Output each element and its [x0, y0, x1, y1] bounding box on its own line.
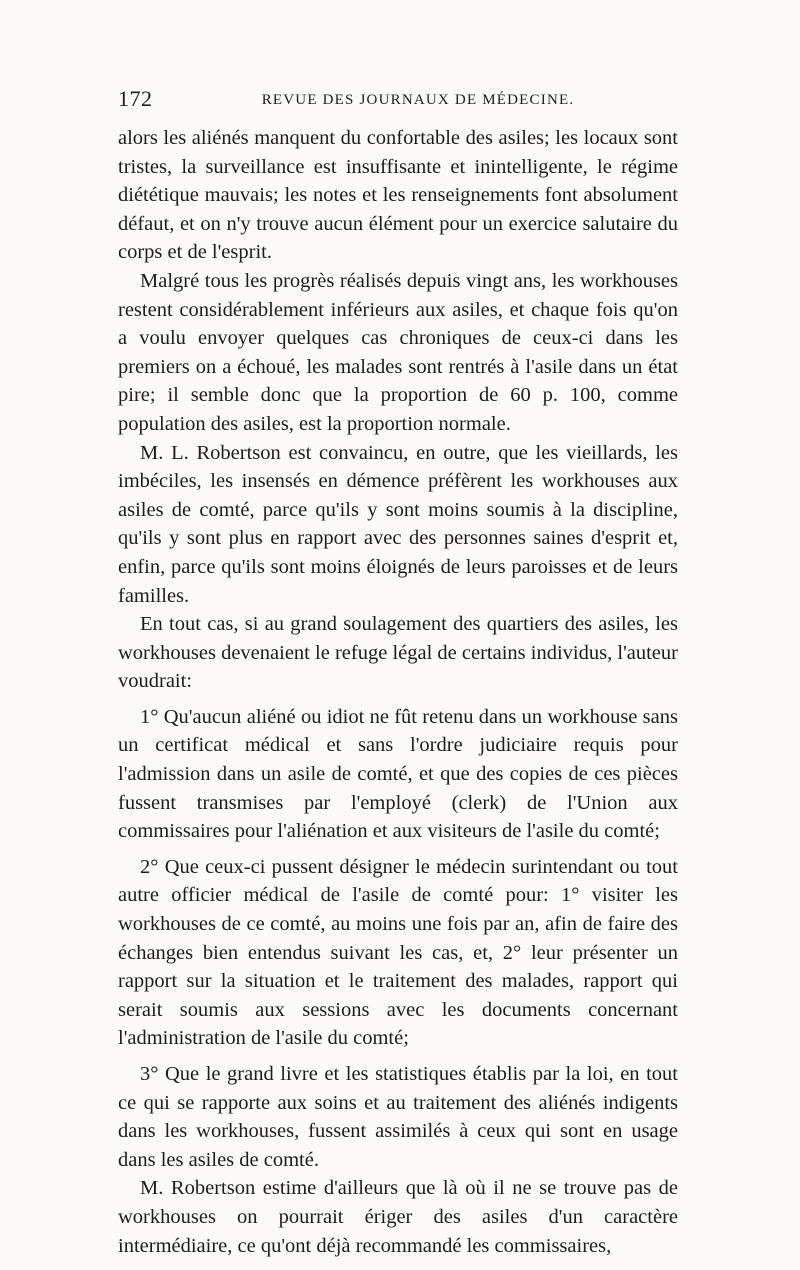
list-item-3: 3° Que le grand livre et les statistiques établis par la loi, en tout ce qui se rapporte aux soins et au traitement des aliénés indigents dans les workhouses, fussent assimilés à ceux qui sont en usage dans les asiles de comté. — [118, 1063, 678, 1171]
paragraph-robertson-convaincu: M. L. Robertson est convaincu, en outre, que les vieillards, les imbéciles, les insensés en démence préfèrent les workhouses aux asiles de comté, parce qu'ils y sont moins soumis à la discipline, qu'ils y sont plus en rapport avec des personnes saines d'esprit et, enfin, parce qu'ils sont moins éloignés de leurs paroisses et de leurs familles. — [118, 441, 678, 607]
paragraph-en-tout-cas: En tout cas, si au grand soulagement des quartiers des asiles, les workhouses devenaient le refuge légal de certains individus, l'auteur voudrait: — [118, 613, 678, 693]
page-number: 172 — [118, 86, 153, 111]
running-title: REVUE DES JOURNAUX DE MÉDECINE. — [261, 92, 575, 108]
paragraph-robertson-estime: M. Robertson estime d'ailleurs que là où il ne se trouve pas de workhouses on pourrait ériger des asiles d'un caractère intermédiaire, ce qu'ont déjà recommandé les commissaires, — [118, 1177, 678, 1257]
paragraph-malgre: Malgré tous les progrès réalisés depuis vingt ans, les workhouses restent considérablement inférieurs aux asiles, et chaque fois qu'on a voulu envoyer quelques cas chroniques de ceux-ci dans les premiers on a échoué, les malades sont rentrés à l'asile dans un état pire; il semble donc que la proportion de 60 p. 100, comme population des asiles, est la proportion normale. — [118, 269, 678, 435]
list-item-1: 1° Qu'aucun aliéné ou idiot ne fût retenu dans un workhouse sans un certificat médical et sans l'ordre judiciaire requis pour l'admission dans un asile de comté, et que des copies de ces pièces fussent transmises par l'employé (clerk) de l'Union aux commissaires pour l'aliénation et aux visiteurs de l'asile du comté; — [118, 705, 678, 843]
page-header — [118, 86, 678, 120]
list-item-2: 2° Que ceux-ci pussent désigner le médecin surintendant ou tout autre officier médical de l'asile de comté pour: 1° visiter les workhouses de ce comté, au moins une fois par an, afin de faire des échanges bien entendus suivant les cas, et, 2° leur présenter un rapport sur la situation et le traitement des malades, rapport qui serait soumis aux sessions avec les documents concernant l'administration de l'asile du comté; — [118, 855, 678, 1050]
body-text — [118, 124, 678, 1260]
paragraph-continuation: alors les aliénés manquent du confortable des asiles; les locaux sont tristes, la surveillance est insuffisante et inintelligente, le régime diététique mauvais; les notes et les renseignements font absolument défaut, et on n'y trouve aucun élément pour un exercice salutaire du corps et de l'esprit. — [118, 127, 678, 264]
book-page — [118, 86, 678, 1260]
